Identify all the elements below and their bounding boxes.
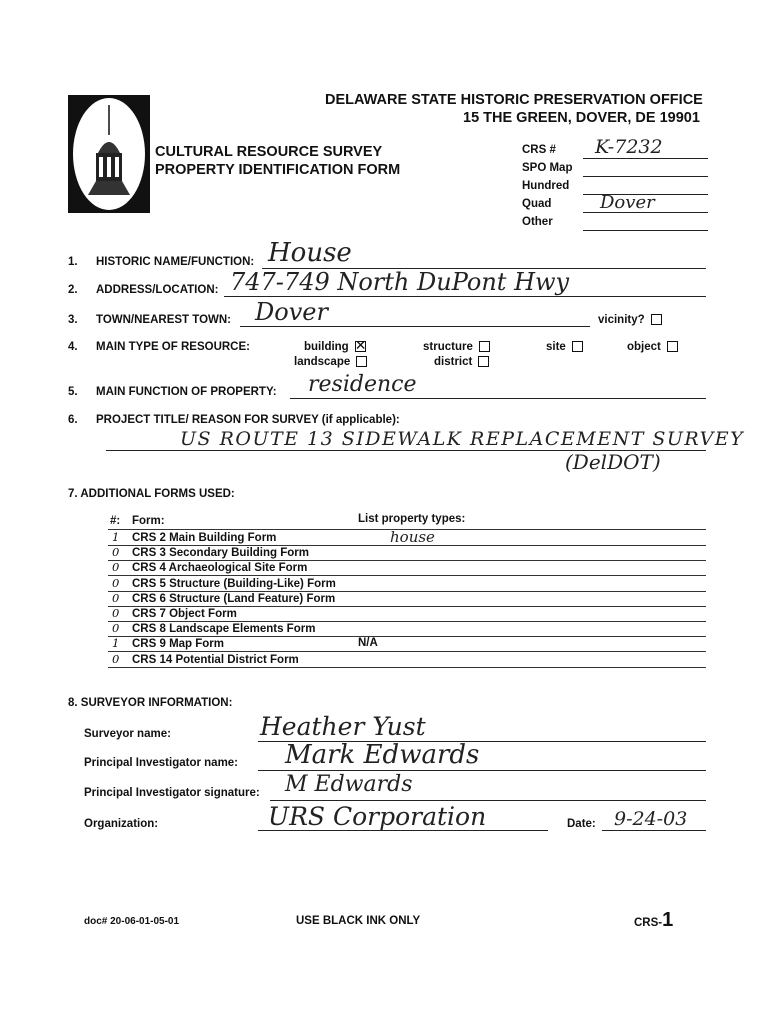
district-label: district bbox=[434, 356, 473, 368]
spo-map-label: SPO Map bbox=[522, 162, 573, 174]
pi-signature-label: Principal Investigator signature: bbox=[84, 787, 260, 799]
date-value[interactable]: 9-24-03 bbox=[614, 808, 688, 830]
vicinity-label: vicinity? bbox=[598, 314, 645, 326]
object-label: object bbox=[627, 341, 661, 353]
form-name: CRS 4 Archaeological Site Form bbox=[132, 562, 308, 575]
form-count[interactable]: 0 bbox=[112, 606, 120, 620]
form-name: CRS 7 Object Form bbox=[132, 608, 237, 620]
form-subtitle: PROPERTY IDENTIFICATION FORM bbox=[155, 162, 401, 178]
form-row bbox=[108, 577, 706, 592]
form-row bbox=[108, 546, 706, 561]
form-row bbox=[108, 622, 706, 637]
surveyor-title: 8. SURVEYOR INFORMATION: bbox=[68, 697, 233, 709]
form-row bbox=[108, 592, 706, 607]
page-label bbox=[634, 909, 673, 932]
object-checkbox[interactable] bbox=[627, 341, 678, 353]
project-title-value-cont[interactable]: (DelDOT) bbox=[565, 450, 661, 474]
quad-label: Quad bbox=[522, 198, 552, 210]
vicinity-checkbox[interactable] bbox=[598, 314, 662, 326]
pi-name-value[interactable]: Mark Edwards bbox=[285, 740, 480, 770]
organization-label: Organization: bbox=[84, 818, 159, 830]
other-label: Other bbox=[522, 216, 553, 228]
page-prefix: CRS- bbox=[634, 917, 663, 929]
form-name: CRS 9 Map Form bbox=[132, 638, 225, 651]
project-title-value[interactable]: US ROUTE 13 SIDEWALK REPLACEMENT SURVEY bbox=[180, 428, 745, 450]
logo bbox=[68, 95, 150, 213]
form-row bbox=[108, 528, 706, 546]
pi-signature[interactable]: M Edwards bbox=[285, 772, 413, 797]
page-number: 1 bbox=[662, 909, 674, 931]
address-value[interactable]: 747-749 North DuPont Hwy bbox=[230, 268, 570, 296]
form-row bbox=[108, 607, 706, 622]
hundred-label: Hundred bbox=[522, 180, 570, 192]
district-checkbox[interactable] bbox=[434, 356, 489, 368]
form-name: CRS 6 Structure (Land Feature) Form bbox=[132, 592, 336, 605]
form-header: Form: bbox=[132, 515, 165, 527]
crs-number-value[interactable]: K-7232 bbox=[595, 136, 663, 158]
additional-forms-title: 7. ADDITIONAL FORMS USED: bbox=[68, 488, 235, 500]
building-checkbox[interactable] bbox=[304, 341, 366, 353]
form-row bbox=[108, 561, 706, 576]
historic-name-label: HISTORIC NAME/FUNCTION: bbox=[96, 256, 255, 268]
main-function-label: MAIN FUNCTION OF PROPERTY: bbox=[96, 386, 277, 398]
quad-value[interactable]: Dover bbox=[600, 192, 655, 213]
form-name: CRS 3 Secondary Building Form bbox=[132, 547, 309, 560]
property-types[interactable]: N/A bbox=[358, 637, 378, 650]
item-number: 2. bbox=[68, 284, 78, 296]
crs-label: CRS # bbox=[522, 144, 556, 156]
form-name: CRS 8 Landscape Elements Form bbox=[132, 623, 316, 636]
form-count[interactable]: 0 bbox=[112, 575, 120, 590]
landscape-checkbox[interactable] bbox=[294, 356, 367, 368]
town-value[interactable]: Dover bbox=[255, 298, 328, 326]
main-function-value[interactable]: residence bbox=[308, 372, 417, 397]
building-label: building bbox=[304, 341, 349, 353]
form-row bbox=[108, 653, 706, 668]
form-count[interactable]: 0 bbox=[112, 651, 120, 666]
document-number: doc# 20-06-01-05-01 bbox=[84, 916, 180, 927]
form-count[interactable]: 0 bbox=[112, 560, 120, 575]
historic-name-value[interactable]: House bbox=[268, 238, 352, 268]
resource-type-label: MAIN TYPE OF RESOURCE: bbox=[96, 341, 250, 353]
form-count[interactable]: 0 bbox=[112, 590, 120, 605]
item-number: 3. bbox=[68, 314, 78, 326]
form-count[interactable]: 0 bbox=[112, 545, 120, 560]
project-title-label: PROJECT TITLE/ REASON FOR SURVEY (if applicable): bbox=[96, 414, 400, 426]
office-name: DELAWARE STATE HISTORIC PRESERVATION OFFICE bbox=[325, 92, 703, 108]
pi-name-label: Principal Investigator name: bbox=[84, 757, 239, 769]
ink-instruction: USE BLACK INK ONLY bbox=[296, 915, 421, 927]
form-name: CRS 2 Main Building Form bbox=[132, 532, 277, 544]
property-types[interactable]: house bbox=[390, 528, 435, 546]
spo-map-field[interactable] bbox=[583, 176, 708, 177]
address-label: ADDRESS/LOCATION: bbox=[96, 284, 219, 296]
number-header: #: bbox=[110, 515, 121, 527]
surveyor-name-value[interactable]: Heather Yust bbox=[260, 712, 426, 741]
surveyor-name-label: Surveyor name: bbox=[84, 728, 171, 740]
site-checkbox[interactable] bbox=[546, 341, 583, 353]
form-title: CULTURAL RESOURCE SURVEY bbox=[155, 144, 383, 160]
item-number: 5. bbox=[68, 386, 78, 398]
other-field[interactable] bbox=[583, 230, 708, 231]
form-count[interactable]: 1 bbox=[112, 636, 120, 651]
date-label: Date: bbox=[567, 818, 596, 830]
form-name: CRS 5 Structure (Building-Like) Form bbox=[132, 577, 336, 590]
property-types-header: List property types: bbox=[358, 513, 466, 525]
form-count[interactable]: 0 bbox=[112, 621, 120, 636]
form-row bbox=[108, 637, 706, 652]
site-label: site bbox=[546, 341, 566, 353]
town-label: TOWN/NEAREST TOWN: bbox=[96, 314, 232, 326]
structure-label: structure bbox=[423, 341, 473, 353]
item-number: 6. bbox=[68, 414, 78, 426]
form-count[interactable]: 1 bbox=[112, 530, 120, 544]
landscape-label: landscape bbox=[294, 356, 351, 368]
item-number: 1. bbox=[68, 256, 78, 268]
form-name: CRS 14 Potential District Form bbox=[132, 653, 299, 666]
structure-checkbox[interactable] bbox=[423, 341, 490, 353]
item-number: 4. bbox=[68, 341, 78, 353]
organization-value[interactable]: URS Corporation bbox=[268, 802, 487, 831]
office-address: 15 THE GREEN, DOVER, DE 19901 bbox=[463, 110, 700, 126]
